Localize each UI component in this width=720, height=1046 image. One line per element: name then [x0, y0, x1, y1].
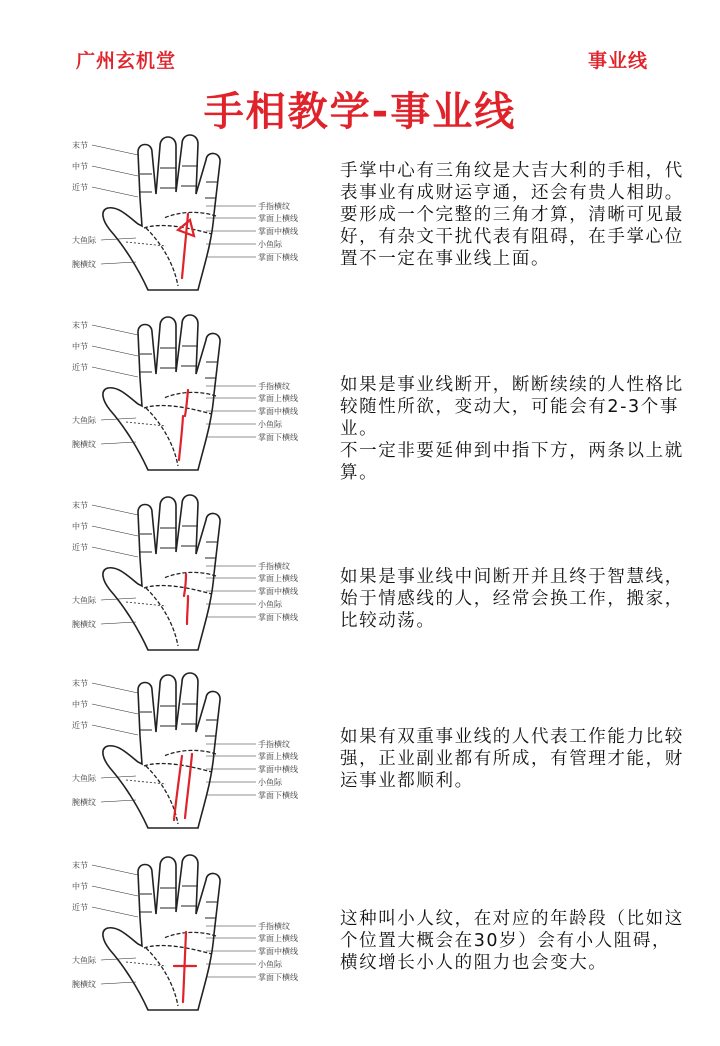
left-label: 末节	[72, 861, 88, 870]
leader-line	[92, 505, 138, 515]
left-label: 末节	[72, 141, 88, 150]
leader-line	[92, 346, 138, 356]
right-label: 掌面下横线	[258, 613, 298, 622]
left-label: 中节	[72, 700, 88, 709]
section-description: 这种叫小人纹，在对应的年龄段（比如这个位置大概会在30岁）会有小人阻碍，横纹增长小人的阻力也会变大。	[340, 909, 684, 973]
leader-line	[92, 704, 138, 714]
brand-name: 广州玄机堂	[76, 50, 177, 72]
leader-line	[92, 886, 138, 896]
section-triangle	[0, 118, 720, 308]
right-label: 掌面下横线	[258, 253, 298, 262]
right-label: 掌面下横线	[258, 791, 298, 800]
right-label: 掌面上横线	[258, 752, 298, 761]
leader-line	[101, 982, 136, 984]
right-label: 小鱼际	[258, 420, 282, 429]
left-label: 大鱼际	[72, 956, 96, 965]
right-label: 手指横纹	[258, 382, 290, 391]
leader-line	[92, 187, 138, 197]
section-description: 如果是事业线断开，断断续续的人性格比较随性所欲，变动大，可能会有2-3个事业。 不一定非要延伸到中指下方，两条以上就算。	[340, 375, 684, 483]
palm-svg	[66, 656, 316, 846]
right-label: 手指横纹	[258, 202, 290, 211]
right-label: 掌面下横线	[258, 433, 298, 442]
left-label: 大鱼际	[72, 236, 96, 245]
leader-line	[92, 547, 138, 557]
fate-line-lower	[187, 596, 188, 624]
left-label: 大鱼际	[72, 416, 96, 425]
right-label: 掌面中横线	[258, 587, 298, 596]
leader-line	[92, 145, 138, 155]
leader-line	[92, 526, 138, 536]
topic-label: 事业线	[587, 50, 648, 72]
left-label: 中节	[72, 882, 88, 891]
right-label: 掌面下横线	[258, 973, 298, 982]
left-label: 近节	[72, 183, 88, 192]
section-break-wisdom	[0, 478, 720, 668]
left-label: 近节	[72, 903, 88, 912]
left-label: 末节	[72, 679, 88, 688]
right-label: 掌面中横线	[258, 947, 298, 956]
left-label: 腕横纹	[72, 620, 96, 629]
palm-svg	[66, 118, 316, 308]
left-label: 近节	[72, 721, 88, 730]
left-label: 近节	[72, 363, 88, 372]
palm-diagram	[66, 118, 316, 308]
leader-line	[92, 865, 138, 875]
section-description: 手掌中心有三角纹是大吉大利的手相，代表事业有成财运亨通，还会有贵人相助。要形成一个完整的三角才算，清晰可见最好，有杂文干扰代表有阻碍，在手掌心位置不一定在事业线上面。	[340, 161, 684, 269]
left-label: 腕横纹	[72, 260, 96, 269]
right-label: 手指横纹	[258, 740, 290, 749]
page-title: 手相教学-事业线	[203, 89, 517, 135]
right-label: 小鱼际	[258, 240, 282, 249]
right-label: 小鱼际	[258, 778, 282, 787]
section-double	[0, 656, 720, 846]
left-label: 末节	[72, 501, 88, 510]
palm-diagram	[66, 838, 316, 1028]
left-label: 腕横纹	[72, 798, 96, 807]
right-label: 手指横纹	[258, 562, 290, 571]
section-description: 如果是事业线中间断开并且终于智慧线，始于情感线的人，经常会换工作，搬家，比较动荡。	[340, 567, 684, 631]
leader-line	[101, 262, 136, 264]
section-cross	[0, 838, 720, 1028]
left-label: 腕横纹	[72, 980, 96, 989]
left-label: 腕横纹	[72, 440, 96, 449]
right-label: 掌面上横线	[258, 394, 298, 403]
leader-line	[92, 367, 138, 377]
right-label: 掌面上横线	[258, 574, 298, 583]
left-label: 中节	[72, 522, 88, 531]
leader-line	[101, 800, 136, 802]
right-label: 小鱼际	[258, 600, 282, 609]
palm-diagram	[66, 478, 316, 668]
section-broken	[0, 298, 720, 488]
leader-line	[101, 622, 136, 624]
palm-svg	[66, 838, 316, 1028]
palm-diagram	[66, 656, 316, 846]
palm-svg	[66, 298, 316, 488]
leader-line	[92, 907, 138, 917]
right-label: 掌面中横线	[258, 227, 298, 236]
palm-diagram	[66, 298, 316, 488]
right-label: 掌面上横线	[258, 934, 298, 943]
right-label: 手指横纹	[258, 922, 290, 931]
left-label: 近节	[72, 543, 88, 552]
left-label: 大鱼际	[72, 596, 96, 605]
leader-line	[92, 325, 138, 335]
left-label: 末节	[72, 321, 88, 330]
right-label: 掌面上横线	[258, 214, 298, 223]
leader-line	[101, 442, 136, 444]
leader-line	[92, 725, 138, 735]
right-label: 小鱼际	[258, 960, 282, 969]
left-label: 中节	[72, 342, 88, 351]
left-label: 大鱼际	[72, 774, 96, 783]
leader-line	[92, 166, 138, 176]
leader-line	[92, 683, 138, 693]
section-description: 如果有双重事业线的人代表工作能力比较强，正业副业都有所成，有管理才能，财运事业都顺利。	[340, 727, 684, 791]
palm-svg	[66, 478, 316, 668]
right-label: 掌面中横线	[258, 765, 298, 774]
left-label: 中节	[72, 162, 88, 171]
right-label: 掌面中横线	[258, 407, 298, 416]
